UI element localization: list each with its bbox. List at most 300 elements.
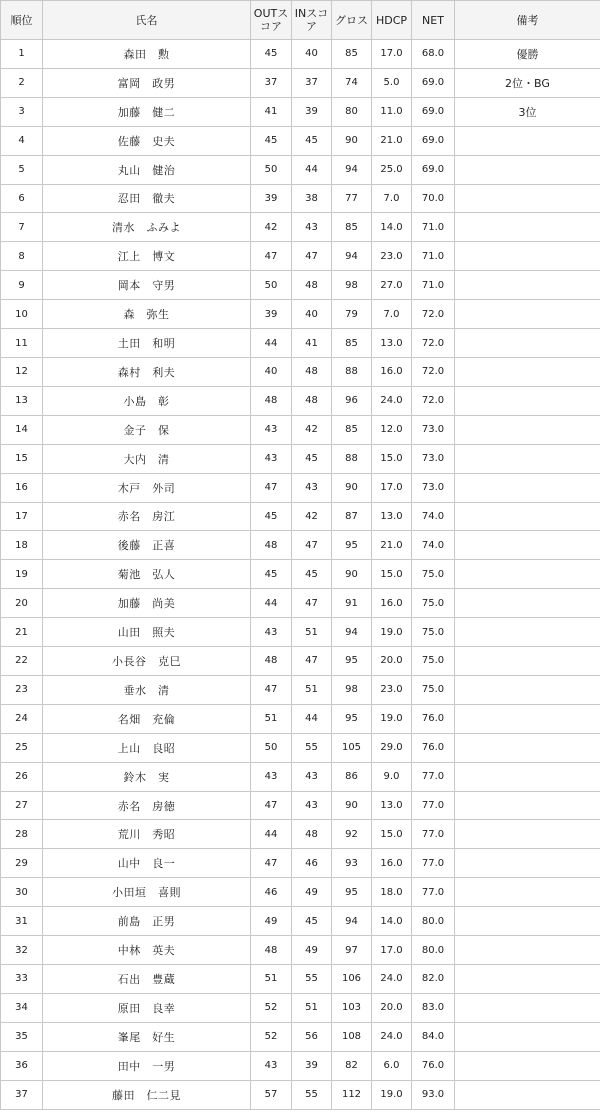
cell-name: 名畑 充倫: [43, 704, 251, 733]
table-row: [1, 68, 600, 97]
cell-name: 荒川 秀昭: [43, 820, 251, 849]
cell-rank: 19: [1, 560, 43, 589]
cell-in: 47: [292, 531, 332, 560]
cell-hdcp: 27.0: [372, 271, 412, 300]
cell-gross: 87: [332, 502, 372, 531]
cell-hdcp: 25.0: [372, 155, 412, 184]
table-row: [1, 560, 600, 589]
cell-gross: 90: [332, 126, 372, 155]
table-row: [1, 704, 600, 733]
cell-hdcp: 13.0: [372, 329, 412, 358]
cell-hdcp: 11.0: [372, 97, 412, 126]
cell-note: [455, 589, 600, 618]
cell-name: 森 弥生: [43, 300, 251, 329]
table-row: [1, 531, 600, 560]
cell-note: [455, 155, 600, 184]
cell-out: 44: [251, 329, 292, 358]
table-row: [1, 444, 600, 473]
cell-name: 中林 英夫: [43, 936, 251, 965]
cell-net: 69.0: [412, 97, 455, 126]
cell-in: 48: [292, 386, 332, 415]
cell-in: 45: [292, 907, 332, 936]
cell-gross: 88: [332, 357, 372, 386]
cell-in: 42: [292, 415, 332, 444]
cell-gross: 94: [332, 618, 372, 647]
cell-net: 75.0: [412, 647, 455, 676]
cell-net: 75.0: [412, 675, 455, 704]
cell-out: 46: [251, 878, 292, 907]
cell-name: 富岡 政男: [43, 68, 251, 97]
cell-net: 77.0: [412, 762, 455, 791]
table-row: [1, 733, 600, 762]
cell-in: 37: [292, 68, 332, 97]
cell-note: [455, 271, 600, 300]
cell-rank: 34: [1, 993, 43, 1022]
cell-note: [455, 675, 600, 704]
cell-net: 69.0: [412, 126, 455, 155]
cell-gross: 88: [332, 444, 372, 473]
cell-out: 39: [251, 184, 292, 213]
cell-name: 原田 良幸: [43, 993, 251, 1022]
cell-hdcp: 19.0: [372, 704, 412, 733]
cell-out: 43: [251, 1051, 292, 1080]
cell-out: 52: [251, 1022, 292, 1051]
cell-note: [455, 300, 600, 329]
cell-out: 47: [251, 675, 292, 704]
cell-rank: 7: [1, 213, 43, 242]
cell-note: [455, 184, 600, 213]
cell-note: 3位: [455, 97, 600, 126]
cell-net: 93.0: [412, 1080, 455, 1109]
cell-note: [455, 444, 600, 473]
cell-net: 71.0: [412, 213, 455, 242]
cell-in: 43: [292, 213, 332, 242]
cell-net: 77.0: [412, 878, 455, 907]
cell-out: 47: [251, 791, 292, 820]
header-net: NET: [412, 1, 455, 40]
cell-name: 江上 博文: [43, 242, 251, 271]
cell-gross: 95: [332, 878, 372, 907]
cell-in: 44: [292, 155, 332, 184]
cell-name: 森田 勲: [43, 40, 251, 69]
table-row: [1, 993, 600, 1022]
cell-rank: 33: [1, 965, 43, 994]
table-row: [1, 386, 600, 415]
cell-hdcp: 14.0: [372, 907, 412, 936]
cell-hdcp: 23.0: [372, 675, 412, 704]
table-row: [1, 936, 600, 965]
cell-net: 72.0: [412, 300, 455, 329]
cell-in: 48: [292, 820, 332, 849]
cell-hdcp: 13.0: [372, 502, 412, 531]
table-row: [1, 849, 600, 878]
cell-hdcp: 14.0: [372, 213, 412, 242]
cell-rank: 29: [1, 849, 43, 878]
cell-gross: 93: [332, 849, 372, 878]
header-row: [1, 1, 600, 40]
cell-name: 赤名 房徳: [43, 791, 251, 820]
cell-in: 41: [292, 329, 332, 358]
cell-gross: 77: [332, 184, 372, 213]
cell-in: 49: [292, 878, 332, 907]
cell-rank: 28: [1, 820, 43, 849]
cell-out: 47: [251, 242, 292, 271]
cell-rank: 4: [1, 126, 43, 155]
cell-net: 71.0: [412, 271, 455, 300]
cell-net: 73.0: [412, 415, 455, 444]
cell-gross: 85: [332, 40, 372, 69]
cell-rank: 16: [1, 473, 43, 502]
cell-in: 45: [292, 126, 332, 155]
cell-note: [455, 907, 600, 936]
cell-note: [455, 473, 600, 502]
cell-gross: 92: [332, 820, 372, 849]
cell-net: 77.0: [412, 791, 455, 820]
cell-gross: 90: [332, 791, 372, 820]
cell-net: 76.0: [412, 704, 455, 733]
cell-gross: 96: [332, 386, 372, 415]
table-row: [1, 357, 600, 386]
cell-note: [455, 878, 600, 907]
cell-hdcp: 21.0: [372, 531, 412, 560]
table-row: [1, 40, 600, 69]
cell-in: 43: [292, 473, 332, 502]
cell-gross: 94: [332, 907, 372, 936]
cell-name: 峯尾 好生: [43, 1022, 251, 1051]
table-row: [1, 97, 600, 126]
cell-rank: 18: [1, 531, 43, 560]
cell-note: [455, 733, 600, 762]
cell-name: 森村 利夫: [43, 357, 251, 386]
cell-net: 70.0: [412, 184, 455, 213]
cell-rank: 36: [1, 1051, 43, 1080]
cell-hdcp: 24.0: [372, 965, 412, 994]
cell-net: 75.0: [412, 618, 455, 647]
cell-name: 後藤 正喜: [43, 531, 251, 560]
cell-note: [455, 213, 600, 242]
cell-hdcp: 13.0: [372, 791, 412, 820]
cell-hdcp: 9.0: [372, 762, 412, 791]
cell-in: 47: [292, 589, 332, 618]
cell-name: 小島 彰: [43, 386, 251, 415]
cell-net: 77.0: [412, 849, 455, 878]
cell-note: [455, 1080, 600, 1109]
cell-rank: 3: [1, 97, 43, 126]
cell-note: [455, 357, 600, 386]
cell-rank: 13: [1, 386, 43, 415]
cell-hdcp: 7.0: [372, 184, 412, 213]
cell-out: 47: [251, 473, 292, 502]
cell-rank: 12: [1, 357, 43, 386]
cell-hdcp: 15.0: [372, 560, 412, 589]
cell-rank: 6: [1, 184, 43, 213]
cell-out: 48: [251, 647, 292, 676]
cell-name: 清水 ふみよ: [43, 213, 251, 242]
cell-name: 加藤 尚美: [43, 589, 251, 618]
cell-note: [455, 531, 600, 560]
cell-rank: 35: [1, 1022, 43, 1051]
cell-gross: 112: [332, 1080, 372, 1109]
cell-note: [455, 618, 600, 647]
cell-name: 丸山 健治: [43, 155, 251, 184]
cell-in: 43: [292, 791, 332, 820]
table-row: [1, 1080, 600, 1109]
cell-gross: 86: [332, 762, 372, 791]
header-gross: グロス: [332, 1, 372, 40]
cell-net: 80.0: [412, 907, 455, 936]
cell-out: 45: [251, 502, 292, 531]
cell-out: 51: [251, 965, 292, 994]
cell-rank: 30: [1, 878, 43, 907]
table-row: [1, 473, 600, 502]
cell-in: 51: [292, 675, 332, 704]
table-row: [1, 300, 600, 329]
cell-gross: 90: [332, 473, 372, 502]
cell-name: 小田垣 喜則: [43, 878, 251, 907]
cell-rank: 20: [1, 589, 43, 618]
cell-rank: 11: [1, 329, 43, 358]
cell-in: 48: [292, 271, 332, 300]
table-row: [1, 820, 600, 849]
cell-name: 垂水 清: [43, 675, 251, 704]
cell-note: [455, 647, 600, 676]
cell-note: [455, 820, 600, 849]
cell-rank: 32: [1, 936, 43, 965]
cell-hdcp: 21.0: [372, 126, 412, 155]
cell-out: 47: [251, 849, 292, 878]
cell-out: 45: [251, 40, 292, 69]
cell-gross: 74: [332, 68, 372, 97]
cell-gross: 108: [332, 1022, 372, 1051]
cell-in: 51: [292, 993, 332, 1022]
cell-net: 74.0: [412, 531, 455, 560]
cell-out: 48: [251, 531, 292, 560]
cell-in: 48: [292, 357, 332, 386]
table-header: [1, 1, 600, 40]
cell-net: 69.0: [412, 155, 455, 184]
cell-in: 43: [292, 762, 332, 791]
table-row: [1, 1051, 600, 1080]
table-row: [1, 791, 600, 820]
table-body: [1, 40, 600, 1110]
cell-note: [455, 329, 600, 358]
cell-gross: 97: [332, 936, 372, 965]
cell-name: 菊池 弘人: [43, 560, 251, 589]
cell-hdcp: 12.0: [372, 415, 412, 444]
cell-in: 38: [292, 184, 332, 213]
cell-gross: 85: [332, 213, 372, 242]
cell-net: 82.0: [412, 965, 455, 994]
cell-note: [455, 415, 600, 444]
cell-note: 優勝: [455, 40, 600, 69]
cell-out: 45: [251, 560, 292, 589]
cell-note: [455, 1022, 600, 1051]
cell-rank: 5: [1, 155, 43, 184]
cell-in: 56: [292, 1022, 332, 1051]
cell-note: [455, 993, 600, 1022]
header-out-score: OUTスコア: [251, 1, 292, 40]
cell-in: 47: [292, 242, 332, 271]
cell-hdcp: 19.0: [372, 1080, 412, 1109]
cell-out: 41: [251, 97, 292, 126]
cell-rank: 2: [1, 68, 43, 97]
cell-out: 52: [251, 993, 292, 1022]
cell-name: 佐藤 史夫: [43, 126, 251, 155]
cell-out: 43: [251, 415, 292, 444]
cell-note: [455, 936, 600, 965]
cell-rank: 26: [1, 762, 43, 791]
header-name: 氏名: [43, 1, 251, 40]
cell-note: [455, 1051, 600, 1080]
cell-in: 39: [292, 1051, 332, 1080]
cell-in: 55: [292, 1080, 332, 1109]
cell-name: 藤田 仁二見: [43, 1080, 251, 1109]
table-row: [1, 878, 600, 907]
cell-in: 47: [292, 647, 332, 676]
cell-name: 加藤 健二: [43, 97, 251, 126]
cell-gross: 95: [332, 647, 372, 676]
cell-hdcp: 18.0: [372, 878, 412, 907]
cell-rank: 25: [1, 733, 43, 762]
cell-gross: 80: [332, 97, 372, 126]
cell-hdcp: 16.0: [372, 589, 412, 618]
cell-gross: 94: [332, 242, 372, 271]
cell-in: 44: [292, 704, 332, 733]
table-row: [1, 415, 600, 444]
cell-note: [455, 502, 600, 531]
cell-net: 76.0: [412, 733, 455, 762]
cell-gross: 95: [332, 704, 372, 733]
cell-hdcp: 20.0: [372, 993, 412, 1022]
cell-rank: 17: [1, 502, 43, 531]
table-row: [1, 965, 600, 994]
cell-rank: 37: [1, 1080, 43, 1109]
cell-note: [455, 386, 600, 415]
cell-rank: 24: [1, 704, 43, 733]
cell-gross: 91: [332, 589, 372, 618]
cell-note: [455, 762, 600, 791]
cell-out: 44: [251, 589, 292, 618]
cell-in: 45: [292, 444, 332, 473]
cell-hdcp: 17.0: [372, 936, 412, 965]
cell-name: 小長谷 克巳: [43, 647, 251, 676]
cell-out: 49: [251, 907, 292, 936]
cell-in: 40: [292, 300, 332, 329]
cell-note: [455, 242, 600, 271]
cell-note: [455, 704, 600, 733]
cell-rank: 10: [1, 300, 43, 329]
cell-hdcp: 29.0: [372, 733, 412, 762]
cell-gross: 105: [332, 733, 372, 762]
cell-out: 40: [251, 357, 292, 386]
cell-out: 37: [251, 68, 292, 97]
cell-net: 77.0: [412, 820, 455, 849]
cell-net: 69.0: [412, 68, 455, 97]
cell-out: 50: [251, 733, 292, 762]
cell-name: 山中 良一: [43, 849, 251, 878]
cell-hdcp: 23.0: [372, 242, 412, 271]
cell-out: 42: [251, 213, 292, 242]
table-row: [1, 213, 600, 242]
table-row: [1, 618, 600, 647]
cell-hdcp: 19.0: [372, 618, 412, 647]
cell-hdcp: 17.0: [372, 40, 412, 69]
cell-in: 40: [292, 40, 332, 69]
cell-net: 83.0: [412, 993, 455, 1022]
cell-gross: 85: [332, 415, 372, 444]
cell-net: 72.0: [412, 386, 455, 415]
header-hdcp: HDCP: [372, 1, 412, 40]
cell-hdcp: 7.0: [372, 300, 412, 329]
table-row: [1, 126, 600, 155]
cell-name: 鈴木 実: [43, 762, 251, 791]
table-row: [1, 762, 600, 791]
cell-net: 75.0: [412, 560, 455, 589]
cell-name: 赤名 房江: [43, 502, 251, 531]
cell-in: 49: [292, 936, 332, 965]
cell-out: 48: [251, 936, 292, 965]
cell-net: 72.0: [412, 357, 455, 386]
cell-name: 山田 照夫: [43, 618, 251, 647]
table-row: [1, 155, 600, 184]
cell-hdcp: 15.0: [372, 444, 412, 473]
cell-gross: 98: [332, 271, 372, 300]
cell-in: 42: [292, 502, 332, 531]
table-row: [1, 502, 600, 531]
cell-hdcp: 20.0: [372, 647, 412, 676]
cell-note: [455, 965, 600, 994]
table-row: [1, 242, 600, 271]
cell-out: 43: [251, 762, 292, 791]
cell-out: 51: [251, 704, 292, 733]
cell-note: [455, 791, 600, 820]
cell-name: 金子 保: [43, 415, 251, 444]
cell-net: 76.0: [412, 1051, 455, 1080]
cell-rank: 15: [1, 444, 43, 473]
cell-name: 岡本 守男: [43, 271, 251, 300]
cell-hdcp: 17.0: [372, 473, 412, 502]
cell-note: [455, 849, 600, 878]
cell-net: 84.0: [412, 1022, 455, 1051]
cell-in: 39: [292, 97, 332, 126]
cell-hdcp: 24.0: [372, 386, 412, 415]
cell-rank: 22: [1, 647, 43, 676]
cell-rank: 27: [1, 791, 43, 820]
cell-hdcp: 16.0: [372, 357, 412, 386]
cell-name: 前島 正男: [43, 907, 251, 936]
cell-out: 50: [251, 271, 292, 300]
cell-out: 50: [251, 155, 292, 184]
cell-out: 45: [251, 126, 292, 155]
cell-net: 68.0: [412, 40, 455, 69]
table-row: [1, 1022, 600, 1051]
cell-rank: 1: [1, 40, 43, 69]
table-row: [1, 329, 600, 358]
table-row: [1, 184, 600, 213]
table-row: [1, 589, 600, 618]
cell-name: 忍田 徹夫: [43, 184, 251, 213]
cell-out: 44: [251, 820, 292, 849]
cell-rank: 8: [1, 242, 43, 271]
cell-name: 大内 清: [43, 444, 251, 473]
cell-rank: 23: [1, 675, 43, 704]
cell-out: 39: [251, 300, 292, 329]
cell-net: 73.0: [412, 473, 455, 502]
cell-net: 74.0: [412, 502, 455, 531]
cell-gross: 98: [332, 675, 372, 704]
table-row: [1, 647, 600, 676]
cell-note: [455, 560, 600, 589]
